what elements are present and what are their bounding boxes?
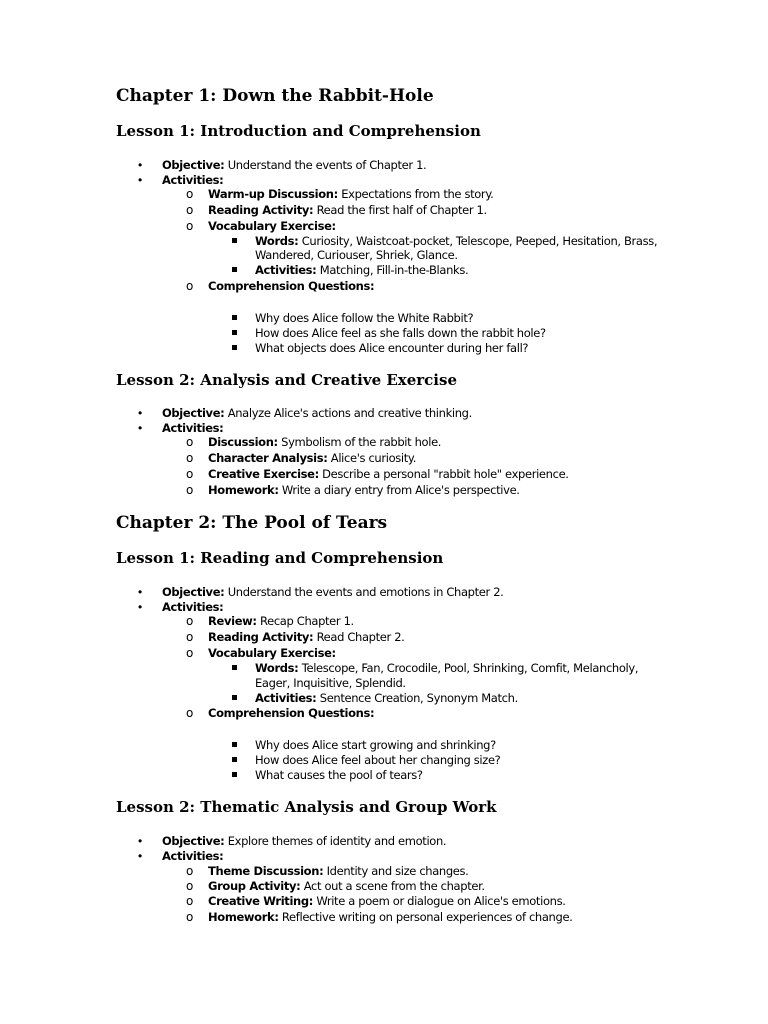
objective-label: Objective: (162, 834, 225, 848)
objective-item (162, 158, 426, 172)
sub-bullet-marker: o (186, 467, 194, 481)
activity-label: Theme Discussion: (208, 864, 324, 878)
questions-item (208, 706, 374, 720)
activity-item (208, 630, 404, 644)
sub-bullet-marker: o (186, 894, 194, 908)
activity-label: Homework: (208, 910, 279, 924)
activity-item (208, 451, 416, 465)
sub-bullet-marker: o (186, 203, 194, 217)
objective-item (162, 406, 472, 420)
activity-item (208, 203, 487, 217)
square-bullet-marker (232, 345, 237, 350)
square-bullet-marker (232, 315, 237, 320)
chapter-1-lesson-2-title: Lesson 2: Analysis and Creative Exercise (116, 371, 457, 389)
activity-label: Vocabulary Exercise: (208, 219, 336, 233)
vocab-words-continuation: Eager, Inquisitive, Splendid. (255, 676, 406, 690)
objective-label: Objective: (162, 406, 225, 420)
bullet-marker: • (138, 173, 143, 187)
question-item: What causes the pool of tears? (255, 768, 423, 782)
activity-text: Act out a scene from the chapter. (303, 879, 485, 893)
objective-text: Analyze Alice's actions and creative thinking. (227, 406, 472, 420)
vocab-words-item (255, 234, 657, 248)
objective-label: Objective: (162, 585, 225, 599)
sub-bullet-marker: o (186, 910, 194, 924)
questions-label: Comprehension Questions: (208, 706, 375, 720)
activities-label: Activities: (162, 173, 224, 187)
question-item: What objects does Alice encounter during her fall? (255, 341, 529, 355)
activity-text: Recap Chapter 1. (259, 614, 354, 628)
activity-item (208, 894, 566, 908)
activities-label: Activities: (162, 600, 224, 614)
activity-label: Creative Exercise: (208, 467, 319, 481)
chapter-2-title: Chapter 2: The Pool of Tears (116, 513, 388, 533)
activity-item (208, 187, 493, 201)
bullet-marker: • (138, 585, 143, 599)
chapter-2-lesson-1-title: Lesson 1: Reading and Comprehension (116, 549, 444, 567)
activity-label: Homework: (208, 483, 279, 497)
activity-text: Alice's curiosity. (330, 451, 417, 465)
questions-item (208, 279, 374, 293)
activity-label: Reading Activity: (208, 630, 314, 644)
activities-item (162, 173, 223, 187)
activities-item (162, 600, 223, 614)
square-bullet-marker (232, 665, 237, 670)
sub-bullet-marker: o (186, 879, 194, 893)
vocab-activities-label: Activities: (255, 263, 317, 277)
vocab-words-continuation: Wandered, Curiouser, Shriek, Glance. (255, 248, 458, 262)
square-bullet-marker (232, 757, 237, 762)
sub-bullet-marker: o (186, 451, 194, 465)
bullet-marker: • (138, 158, 143, 172)
activity-text: Identity and size changes. (326, 864, 469, 878)
chapter-1-lesson-1-title: Lesson 1: Introduction and Comprehension (116, 122, 481, 140)
activity-text: Read Chapter 2. (316, 630, 405, 644)
questions-label: Comprehension Questions: (208, 279, 375, 293)
sub-bullet-marker: o (186, 630, 194, 644)
vocab-activities-label: Activities: (255, 691, 317, 705)
activity-label: Reading Activity: (208, 203, 314, 217)
objective-text: Explore themes of identity and emotion. (227, 834, 447, 848)
vocab-activities-item (255, 263, 468, 277)
objective-item (162, 834, 446, 848)
question-item: How does Alice feel as she falls down the rabbit hole? (255, 326, 546, 340)
activity-label: Vocabulary Exercise: (208, 646, 336, 660)
activity-label: Review: (208, 614, 257, 628)
bullet-marker: • (138, 406, 143, 420)
activity-label: Warm-up Discussion: (208, 187, 338, 201)
activity-item (208, 614, 354, 628)
question-item: How does Alice feel about her changing size? (255, 753, 501, 767)
sub-bullet-marker: o (186, 706, 194, 720)
activity-text: Write a diary entry from Alice's perspective. (281, 483, 520, 497)
activity-label: Discussion: (208, 435, 278, 449)
vocab-words-text: Curiosity, Waistcoat-pocket, Telescope, Peeped, Hesitation, Brass, (301, 234, 658, 248)
square-bullet-marker (232, 772, 237, 777)
vocab-activities-item (255, 691, 518, 705)
objective-item (162, 585, 503, 599)
activities-item (162, 849, 223, 863)
vocab-words-item (255, 661, 638, 675)
sub-bullet-marker: o (186, 864, 194, 878)
square-bullet-marker (232, 695, 237, 700)
sub-bullet-marker: o (186, 646, 194, 660)
activity-item (208, 646, 336, 660)
activities-item (162, 421, 223, 435)
activity-item (208, 864, 468, 878)
activity-item (208, 435, 441, 449)
bullet-marker: • (138, 421, 143, 435)
bullet-marker: • (138, 849, 143, 863)
activities-label: Activities: (162, 421, 224, 435)
objective-text: Understand the events of Chapter 1. (227, 158, 427, 172)
objective-label: Objective: (162, 158, 225, 172)
vocab-words-label: Words: (255, 661, 299, 675)
activity-item (208, 483, 520, 497)
square-bullet-marker (232, 742, 237, 747)
square-bullet-marker (232, 238, 237, 243)
activity-item (208, 910, 572, 924)
vocab-words-label: Words: (255, 234, 299, 248)
objective-text: Understand the events and emotions in Chapter 2. (227, 585, 504, 599)
activity-label: Character Analysis: (208, 451, 328, 465)
activity-text: Write a poem or dialogue on Alice's emotions. (316, 894, 566, 908)
sub-bullet-marker: o (186, 279, 194, 293)
activity-text: Reflective writing on personal experiences of change. (281, 910, 573, 924)
question-item: Why does Alice follow the White Rabbit? (255, 311, 474, 325)
activity-item (208, 219, 336, 233)
sub-bullet-marker: o (186, 614, 194, 628)
question-item: Why does Alice start growing and shrinking? (255, 738, 496, 752)
activity-label: Group Activity: (208, 879, 301, 893)
vocab-activities-text: Matching, Fill-in-the-Blanks. (319, 263, 469, 277)
activity-item (208, 467, 569, 481)
bullet-marker: • (138, 834, 143, 848)
activity-text: Symbolism of the rabbit hole. (281, 435, 442, 449)
sub-bullet-marker: o (186, 483, 194, 497)
square-bullet-marker (232, 330, 237, 335)
square-bullet-marker (232, 267, 237, 272)
activity-text: Describe a personal "rabbit hole" experience. (322, 467, 569, 481)
activity-item (208, 879, 485, 893)
vocab-words-text: Telescope, Fan, Crocodile, Pool, Shrinking, Comfit, Melancholy, (301, 661, 639, 675)
chapter-1-title: Chapter 1: Down the Rabbit-Hole (116, 86, 434, 106)
vocab-activities-text: Sentence Creation, Synonym Match. (319, 691, 518, 705)
chapter-2-lesson-2-title: Lesson 2: Thematic Analysis and Group Work (116, 798, 497, 816)
activity-text: Read the first half of Chapter 1. (316, 203, 487, 217)
activity-label: Creative Writing: (208, 894, 314, 908)
activities-label: Activities: (162, 849, 224, 863)
sub-bullet-marker: o (186, 187, 194, 201)
bullet-marker: • (138, 600, 143, 614)
sub-bullet-marker: o (186, 219, 194, 233)
activity-text: Expectations from the story. (341, 187, 494, 201)
sub-bullet-marker: o (186, 435, 194, 449)
